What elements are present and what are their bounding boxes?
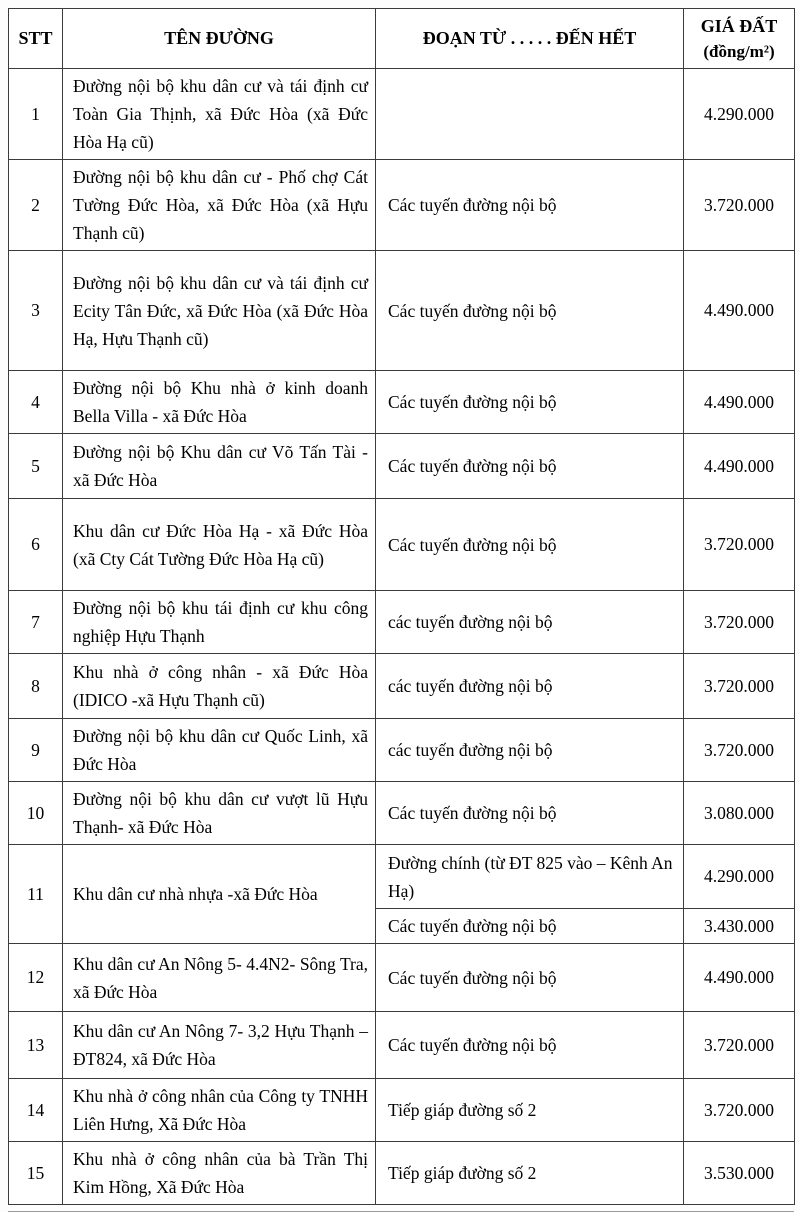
cell-street-name: Khu nhà ở công nhân của Công ty TNHH Liên Hưng, Xã Đức Hòa <box>63 1079 376 1142</box>
cell-street-name: Khu dân cư Đức Hòa Hạ - xã Đức Hòa (xã Cty Cát Tường Đức Hòa Hạ cũ) <box>63 499 376 591</box>
cell-segment: các tuyến đường nội bộ <box>376 654 684 719</box>
header-price-title: GIÁ ĐẤT <box>700 15 778 36</box>
cell-segment: Các tuyến đường nội bộ <box>376 434 684 499</box>
table-row <box>9 944 795 1012</box>
cell-segment: Tiếp giáp đường số 2 <box>376 1079 684 1142</box>
cell-stt: 8 <box>9 654 63 719</box>
table-row <box>9 160 795 251</box>
table-row <box>9 719 795 782</box>
cell-segment: Các tuyến đường nội bộ <box>376 909 684 944</box>
table-row <box>9 1142 795 1205</box>
cell-segment <box>376 69 684 160</box>
cell-stt: 1 <box>9 69 63 160</box>
cell-stt: 2 <box>9 160 63 251</box>
cell-price: 3.720.000 <box>684 1012 795 1079</box>
cell-street-name: Khu dân cư An Nông 7- 3,2 Hựu Thạnh – ĐT824, xã Đức Hòa <box>63 1012 376 1079</box>
cell-stt: 6 <box>9 499 63 591</box>
table-row <box>9 69 795 160</box>
cell-price: 3.720.000 <box>684 591 795 654</box>
cell-segment: Các tuyến đường nội bộ <box>376 499 684 591</box>
cell-price: 4.490.000 <box>684 944 795 1012</box>
header-cell-stt: STT <box>9 9 63 69</box>
cell-stt: 3 <box>9 251 63 371</box>
cell-street-name: Khu dân cư nhà nhựa -xã Đức Hòa <box>63 845 376 944</box>
cell-price: 3.720.000 <box>684 719 795 782</box>
cell-street-name: Khu nhà ở công nhân - xã Đức Hòa (IDICO -xã Hựu Thạnh cũ) <box>63 654 376 719</box>
land-price-table <box>8 8 795 1205</box>
cell-price: 3.720.000 <box>684 499 795 591</box>
table-row <box>9 654 795 719</box>
cell-street-name: Đường nội bộ khu dân cư và tái định cư Toàn Gia Thịnh, xã Đức Hòa (xã Đức Hòa Hạ cũ) <box>63 69 376 160</box>
cell-street-name: Khu dân cư An Nông 5- 4.4N2- Sông Tra, xã Đức Hòa <box>63 944 376 1012</box>
cell-street-name: Đường nội bộ Khu nhà ở kinh doanh Bella Villa - xã Đức Hòa <box>63 371 376 434</box>
cell-price: 4.290.000 <box>684 69 795 160</box>
cell-segment: các tuyến đường nội bộ <box>376 719 684 782</box>
cell-segment: Các tuyến đường nội bộ <box>376 251 684 371</box>
cell-price: 3.430.000 <box>684 909 795 944</box>
table-row <box>9 499 795 591</box>
cell-street-name: Đường nội bộ khu dân cư Quốc Linh, xã Đức Hòa <box>63 719 376 782</box>
table-row <box>9 1012 795 1079</box>
cell-price: 4.490.000 <box>684 371 795 434</box>
cell-stt: 11 <box>9 845 63 944</box>
table-row <box>9 782 795 845</box>
cell-price: 4.490.000 <box>684 434 795 499</box>
cell-street-name: Đường nội bộ khu dân cư và tái định cư Ecity Tân Đức, xã Đức Hòa (xã Đức Hòa Hạ, Hựu Thạnh cũ) <box>63 251 376 371</box>
cell-stt: 5 <box>9 434 63 499</box>
cell-segment: Các tuyến đường nội bộ <box>376 782 684 845</box>
cell-stt: 15 <box>9 1142 63 1205</box>
cell-stt: 4 <box>9 371 63 434</box>
cell-price: 4.490.000 <box>684 251 795 371</box>
cell-price: 3.720.000 <box>684 160 795 251</box>
table-row <box>9 434 795 499</box>
cell-price: 4.290.000 <box>684 845 795 909</box>
header-cell-street-name: TÊN ĐƯỜNG <box>63 9 376 69</box>
cell-street-name: Đường nội bộ khu dân cư - Phố chợ Cát Tường Đức Hòa, xã Đức Hòa (xã Hựu Thạnh cũ) <box>63 160 376 251</box>
cell-street-name: Đường nội bộ khu tái định cư khu công nghiệp Hựu Thạnh <box>63 591 376 654</box>
cell-stt: 10 <box>9 782 63 845</box>
table-row <box>9 251 795 371</box>
header-cell-segment: ĐOẠN TỪ . . . . . ĐẾN HẾT <box>376 9 684 69</box>
table-row <box>9 591 795 654</box>
cell-segment: Các tuyến đường nội bộ <box>376 160 684 251</box>
header-row <box>9 9 795 69</box>
cell-segment: Các tuyến đường nội bộ <box>376 1012 684 1079</box>
cell-segment: Tiếp giáp đường số 2 <box>376 1142 684 1205</box>
cell-stt: 12 <box>9 944 63 1012</box>
header-cell-price <box>684 9 795 69</box>
cell-stt: 14 <box>9 1079 63 1142</box>
cell-price: 3.080.000 <box>684 782 795 845</box>
cell-segment: Các tuyến đường nội bộ <box>376 944 684 1012</box>
cell-price: 3.720.000 <box>684 1079 795 1142</box>
cell-price: 3.530.000 <box>684 1142 795 1205</box>
cell-segment: Đường chính (từ ĐT 825 vào – Kênh An Hạ) <box>376 845 684 909</box>
table-row <box>9 1079 795 1142</box>
cell-segment: Các tuyến đường nội bộ <box>376 371 684 434</box>
cell-segment: các tuyến đường nội bộ <box>376 591 684 654</box>
table-row <box>9 371 795 434</box>
cell-stt: 7 <box>9 591 63 654</box>
cell-stt: 9 <box>9 719 63 782</box>
header-price-unit: (đồng/m²) <box>703 41 775 61</box>
cell-street-name: Đường nội bộ khu dân cư vượt lũ Hựu Thạnh- xã Đức Hòa <box>63 782 376 845</box>
cell-price: 3.720.000 <box>684 654 795 719</box>
cell-stt: 13 <box>9 1012 63 1079</box>
table-row <box>9 845 795 909</box>
cell-street-name: Khu nhà ở công nhân của bà Trần Thị Kim Hồng, Xã Đức Hòa <box>63 1142 376 1205</box>
cell-street-name: Đường nội bộ Khu dân cư Võ Tấn Tài - xã Đức Hòa <box>63 434 376 499</box>
